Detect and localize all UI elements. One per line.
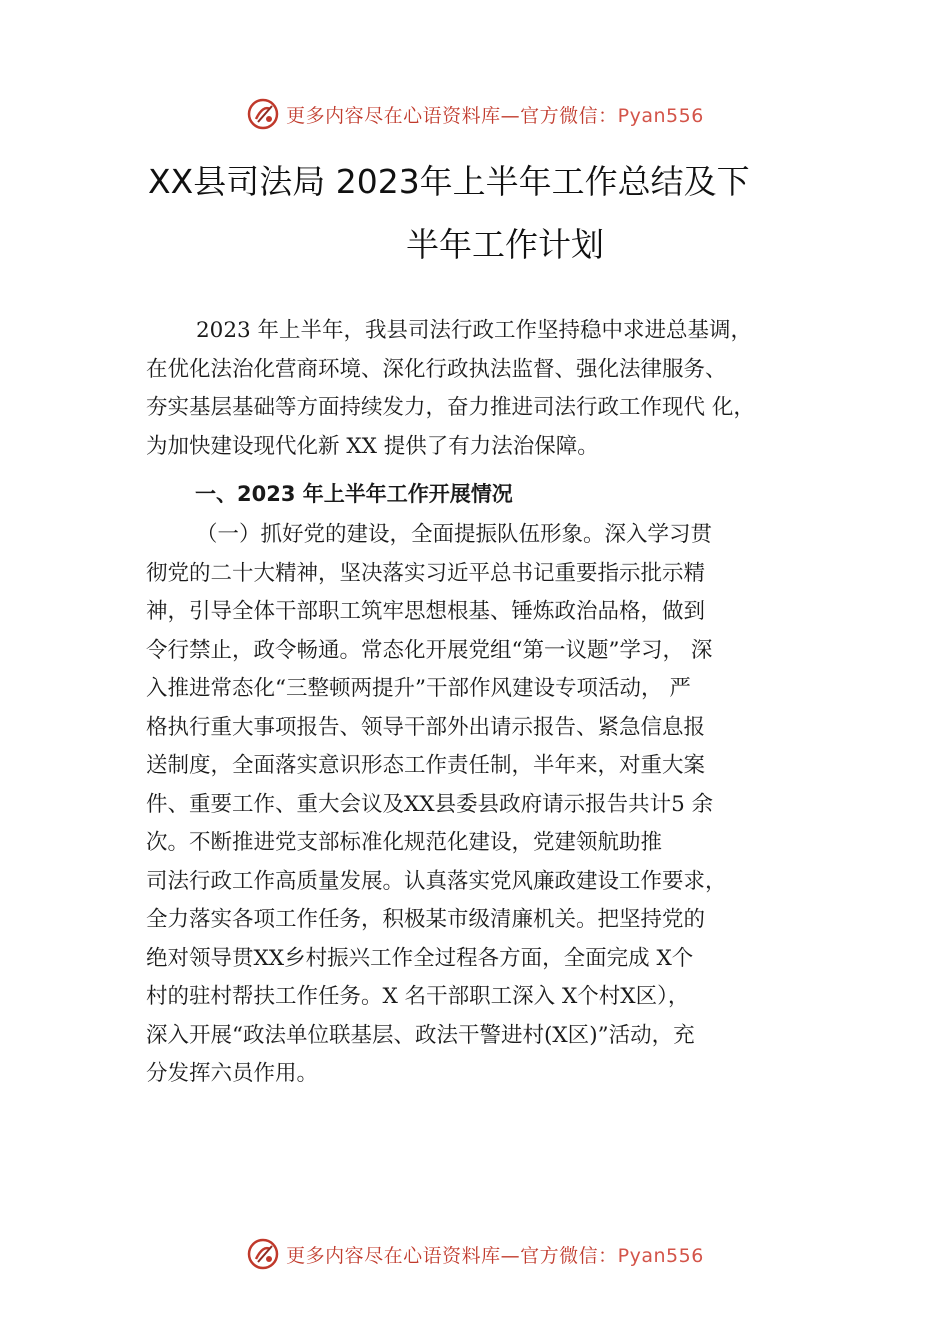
intro-line: 为加快建设现代化新 XX 提供了有力法治保障。 xyxy=(146,433,599,459)
wechat-id: Pyan556 xyxy=(617,1244,704,1267)
body-line: 入推进常态化“三整顿两提升”干部作风建设专项活动， 严 xyxy=(146,676,691,701)
footer-banner xyxy=(0,1234,950,1274)
banner-text xyxy=(286,101,704,128)
banner-label: 更多内容尽在心语资料库—官方微信： xyxy=(286,104,618,127)
section-heading: 一、2023 年上半年工作开展情况 xyxy=(195,482,513,506)
body-line: 绝对领导贯XX乡村振兴工作全过程各方面，全面完成 X个 xyxy=(146,945,694,971)
body-line: 村的驻村帮扶工作任务。X 名干部职工深入 X个村X区）， xyxy=(146,984,690,1009)
banner-label: 更多内容尽在心语资料库—官方微信： xyxy=(286,1244,618,1267)
intro-line: 2023 年上半年，我县司法行政工作坚持稳中求进总基调， xyxy=(196,318,753,343)
header-banner xyxy=(0,94,950,134)
body-line: 令行禁止，政令畅通。常态化开展党组“第一议题”学习， 深 xyxy=(146,637,713,663)
body-line: （一）抓好党的建设，全面提振队伍形象。深入学习贯 xyxy=(196,522,713,547)
wechat-id: Pyan556 xyxy=(617,104,704,127)
intro-paragraph xyxy=(146,312,846,466)
intro-line: 夯实基层基础等方面持续发力，奋力推进司法行政工作现代 化， xyxy=(146,395,755,420)
body-line: 分发挥六员作用。 xyxy=(146,1061,319,1086)
banner-text xyxy=(286,1241,704,1268)
body-line: 司法行政工作高质量发展。认真落实党风廉政建设工作要求， xyxy=(146,868,727,894)
body-line: 全力落实各项工作任务，积极某市级清廉机关。把坚持党的 xyxy=(146,907,706,932)
pen-writing-logo-icon xyxy=(246,1237,280,1271)
body-line: 神，引导全体干部职工筑牢思想根基、锤炼政治品格，做到 xyxy=(146,599,706,624)
document-title-line-2: 半年工作计划 xyxy=(406,225,604,264)
body-line: 件、重要工作、重大会议及XX县委县政府请示报告共计5 余 xyxy=(146,791,714,817)
section-paragraph xyxy=(146,516,846,1094)
document-title-line-1: XX县司法局 2023年上半年工作总结及下 xyxy=(148,162,750,201)
pen-writing-logo-icon xyxy=(246,97,280,131)
body-line: 格执行重大事项报告、领导干部外出请示报告、紧急信息报 xyxy=(146,714,706,740)
body-line: 彻党的二十大精神，坚决落实习近平总书记重要指示批示精 xyxy=(146,560,706,586)
body-line: 次。不断推进党支部标准化规范化建设，党建领航助推 xyxy=(146,830,663,855)
intro-line: 在优化法治化营商环境、深化行政执法监督、强化法律服务、 xyxy=(146,356,727,382)
body-line: 送制度，全面落实意识形态工作责任制，半年来，对重大案 xyxy=(146,753,706,778)
body-line: 深入开展“政法单位联基层、政法干警进村(X区)”活动，充 xyxy=(146,1022,695,1048)
